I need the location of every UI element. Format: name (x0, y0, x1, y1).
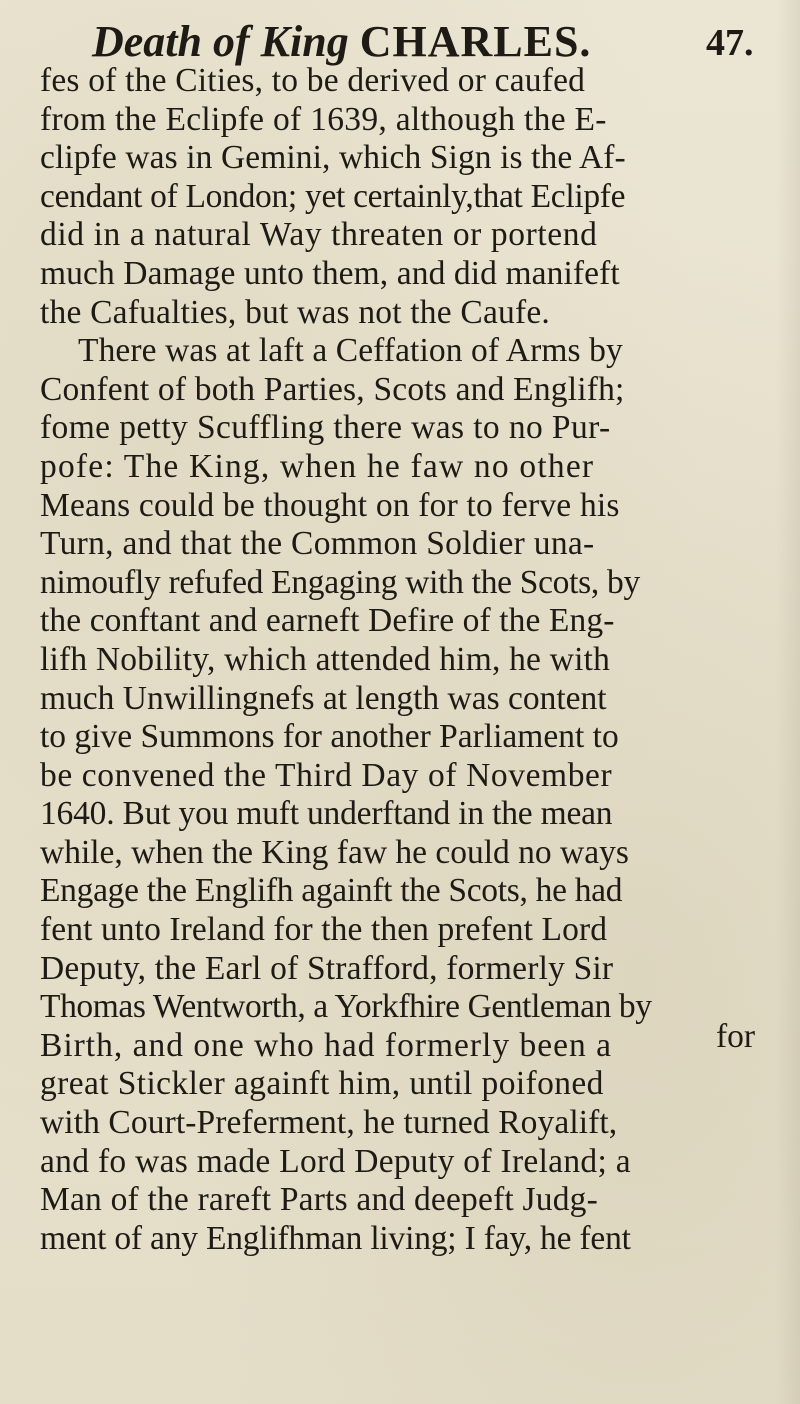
page-edge-shadow (776, 0, 800, 1404)
page-number: 47. (706, 22, 754, 64)
text-line: with Court-Preferment, he turned Royalift, (40, 1104, 618, 1142)
text-line: Means could be thought on for to ferve his (40, 486, 620, 524)
text-line: Engage the Englifh againft the Scots, he had (40, 872, 623, 910)
text-line: to give Summons for another Parliament to (40, 718, 619, 756)
running-head-title: Death of King (92, 17, 360, 66)
text-line: the Cafualties, but was not the Caufe. (40, 293, 550, 331)
catchword: for (716, 1018, 756, 1055)
text-line: fent unto Ireland for the then prefent Lord (40, 911, 608, 949)
text-line: nimoufly refufed Engaging with the Scots, by (40, 563, 640, 601)
text-line: be convened the Third Day of November (40, 756, 613, 794)
text-line: Man of the rareft Parts and deepeft Judg- (40, 1181, 598, 1219)
text-line: clipfe was in Gemini, which Sign is the Af- (40, 139, 626, 177)
text-line: cendant of London; yet certainly,that Eclipfe (40, 177, 626, 215)
text-line: Turn, and that the Common Soldier una- (40, 525, 595, 563)
text-line: the conftant and earneft Defire of the Eng- (40, 602, 615, 640)
text-line: while, when the King faw he could no ways (40, 833, 629, 871)
body-text (40, 62, 780, 1258)
text-line: 1640. But you muft underftand in the mean (40, 795, 613, 833)
text-line: pofe: The King, when he faw no other (40, 447, 595, 485)
text-line: lifh Nobility, which attended him, he with (40, 640, 611, 678)
text-line: much Damage unto them, and did manifeft (40, 254, 620, 292)
text-line: Birth, and one who had formerly been a (40, 1026, 612, 1064)
text-line: much Unwillingnefs at length was content (40, 679, 607, 717)
text-line: great Stickler againft him, until poifoned (40, 1065, 604, 1103)
text-line: did in a natural Way threaten or portend (40, 216, 598, 254)
text-line: There was at laft a Ceffation of Arms by (78, 332, 623, 370)
text-line: Confent of both Parties, Scots and Englifh; (40, 370, 625, 408)
text-line: Thomas Wentworth, a Yorkfhire Gentleman by (40, 988, 652, 1026)
text-line: fes of the Cities, to be derived or caufed (40, 62, 586, 99)
text-line: and fo was made Lord Deputy of Ireland; a (40, 1142, 631, 1180)
running-head-name: CHARLES. (359, 17, 592, 66)
text-line: Deputy, the Earl of Strafford, formerly Sir (40, 949, 614, 987)
text-line: fome petty Scuffling there was to no Pur- (40, 409, 611, 447)
text-line: from the Eclipfe of 1639, although the E- (40, 100, 607, 138)
text-line: ment of any Englifhman living; I fay, he fent (40, 1219, 631, 1257)
